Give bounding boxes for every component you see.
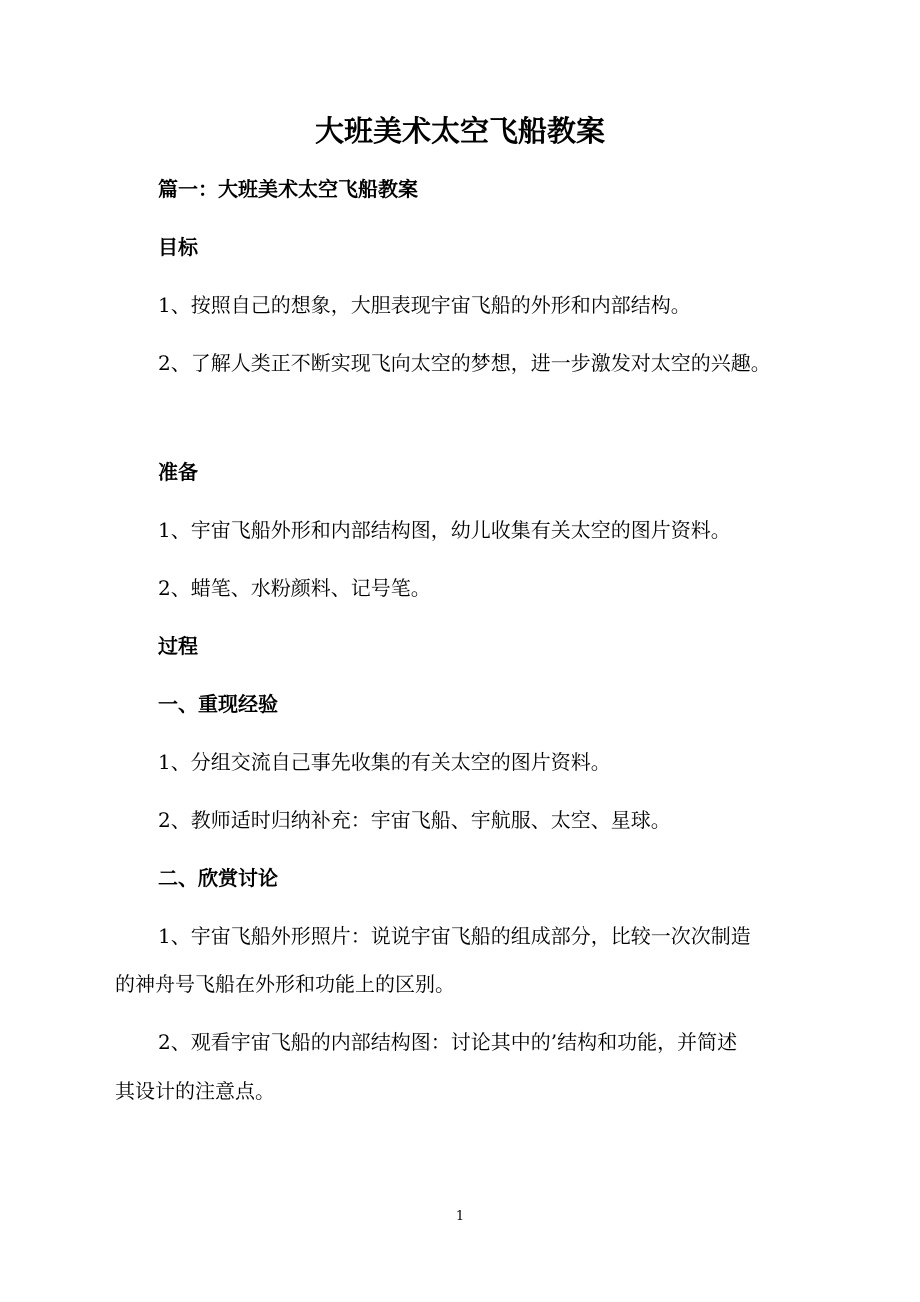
preparation-heading: 准备 (158, 460, 198, 484)
step1-item-2: 2、教师适时归纳补充：宇宙飞船、宇航服、太空、星球。 (158, 808, 671, 832)
step1-item-1: 1、分组交流自己事先收集的有关太空的图片资料。 (158, 750, 611, 774)
goal-item-1: 1、按照自己的想象，大胆表现宇宙飞船的外形和内部结构。 (158, 293, 691, 317)
step2-heading: 二、欣赏讨论 (158, 866, 278, 890)
step2-item-1-line-1: 1、宇宙飞船外形照片：说说宇宙飞船的组成部分，比较一次次制造 (158, 924, 751, 948)
process-heading: 过程 (158, 634, 198, 658)
preparation-item-1: 1、宇宙飞船外形和内部结构图，幼儿收集有关太空的图片资料。 (158, 518, 731, 542)
section-title: 篇一：大班美术太空飞船教案 (158, 177, 418, 201)
goals-heading: 目标 (158, 235, 198, 259)
preparation-item-2: 2、蜡笔、水粉颜料、记号笔。 (158, 576, 431, 600)
document-title: 大班美术太空飞船教案 (314, 114, 605, 148)
goal-item-2: 2、了解人类正不断实现飞向太空的梦想，进一步激发对太空的兴趣。 (158, 351, 771, 375)
step2-item-2-line-2: 其设计的注意点。 (115, 1079, 275, 1103)
step1-heading: 一、重现经验 (158, 692, 278, 716)
step2-item-2-line-1: 2、观看宇宙飞船的内部结构图：讨论其中的’结构和功能，并简述 (158, 1030, 738, 1054)
page-number: 1 (455, 1209, 465, 1224)
step2-item-1-line-2: 的神舟号飞船在外形和功能上的区别。 (115, 972, 455, 996)
